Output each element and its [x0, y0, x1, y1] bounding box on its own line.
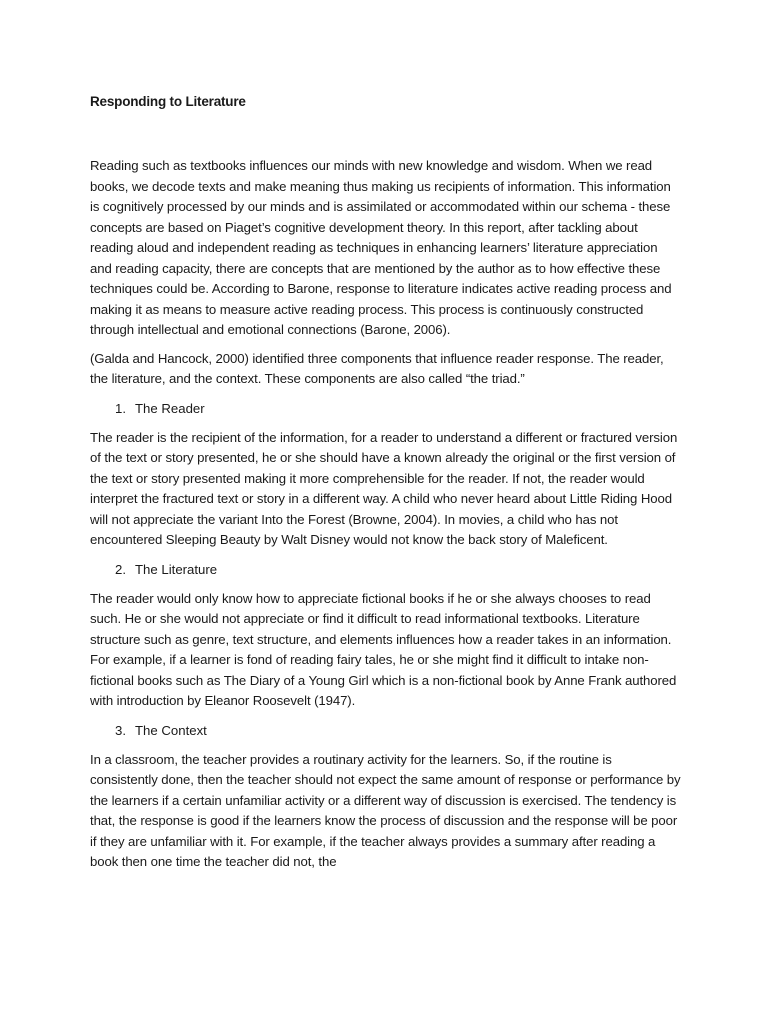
list-number: 3. — [115, 722, 126, 738]
list-label: The Literature — [135, 561, 218, 577]
list-label: The Reader — [135, 400, 205, 416]
intro-paragraph: Reading such as textbooks influences our minds with new knowledge and wisdom. When we read books, we decode texts and make meaning thus making us recipients of information. This information is cognitively processed by our minds and is assimilated or accommodated within our schema - these concepts are based on Piaget’s cognitive development theory. In this report, after tackling about reading aloud and independent reading as techniques in enhancing learners’ literature appreciation and reading capacity, there are concepts that are mentioned by the author as to how effective these techniques could be. According to Barone, response to literature indicates active reading process and making it as means to measure active reading process. This process is continuously constructed through intellectual and emotional connections (Barone, 2006). — [90, 158, 672, 337]
list-number: 2. — [115, 561, 126, 577]
list-item-literature — [90, 560, 682, 580]
document-title: Responding to Literature — [90, 94, 246, 109]
list-item-context — [90, 721, 682, 741]
list-item-reader — [90, 399, 682, 419]
triad-paragraph: (Galda and Hancock, 2000) identified three components that influence reader response. The reader, the literature, and the context. These components are also called “the triad.” — [90, 350, 664, 386]
context-paragraph: In a classroom, the teacher provides a routinary activity for the learners. So, if the routine is consistently done, then the teacher should not expect the same amount of response or performance by the learners if a certain unfamiliar activity or a different way of discussion is exercised. The tendency is that, the response is good if the learners know the process of discussion and the response will be poor if they are unfamiliar with it. For example, if the teacher always provides a summary after reading a book then one time the teacher did not, the — [90, 751, 681, 869]
list-number: 1. — [115, 400, 126, 416]
list-label: The Context — [135, 722, 207, 738]
document-page — [90, 88, 682, 873]
literature-paragraph: The reader would only know how to appreciate fictional books if he or she always chooses to read such. He or she would not appreciate or find it difficult to read informational textbooks. Literature structure such as genre, text structure, and elements influences how a reader takes in an information. For example, if a learner is fond of reading fairy tales, he or she might find it difficult to intake non-fictional books such as The Diary of a Young Girl which is a non-fictional book by Anne Frank authored with introduction by Eleanor Roosevelt (1947). — [90, 590, 677, 708]
reader-paragraph: The reader is the recipient of the information, for a reader to understand a different or fractured version of the text or story presented, he or she should have a known already the original or the first version of the text or story presented making it more comprehensible for the reader. If not, the reader would interpret the fractured text or story in a different way. A child who never heard about Little Riding Hood will not appreciate the variant Into the Forest (Browne, 2004). In movies, a child who has not encountered Sleeping Beauty by Walt Disney would not know the back story of Maleficent. — [90, 429, 678, 547]
